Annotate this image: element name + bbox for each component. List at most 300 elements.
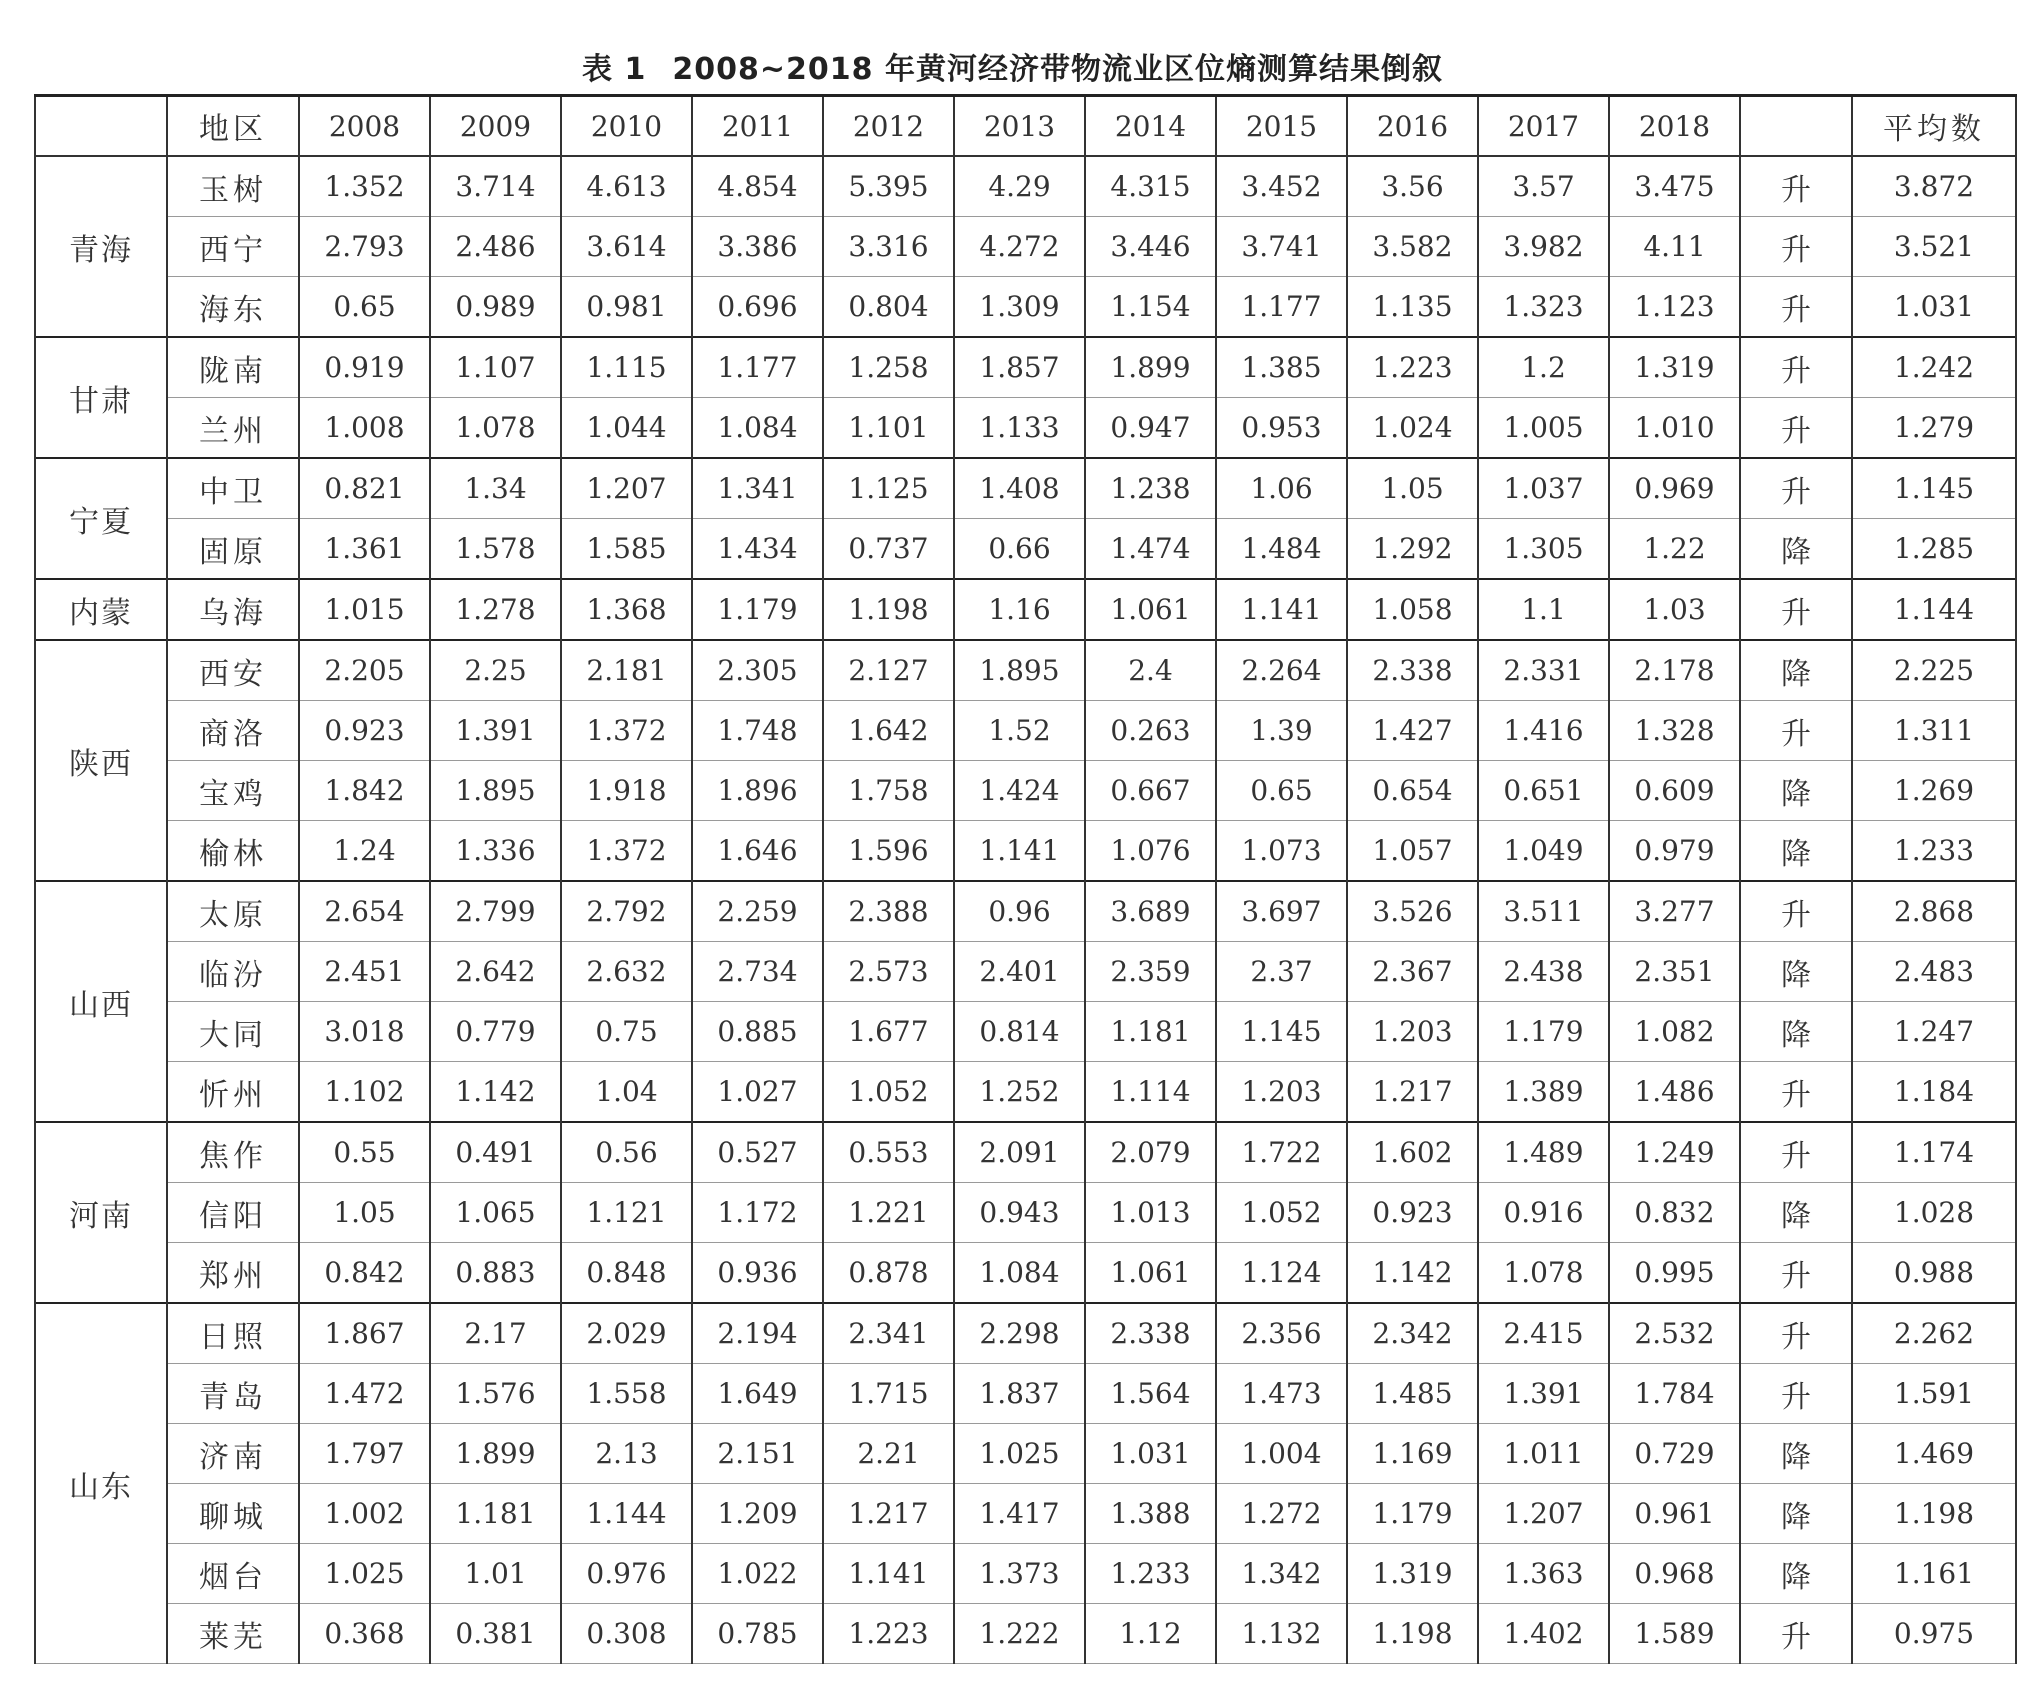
- region-cell: 兰州: [167, 398, 299, 459]
- value-cell: 1.052: [1216, 1183, 1347, 1243]
- value-cell: 1.368: [561, 579, 692, 640]
- table-row: [35, 1303, 2016, 1364]
- value-cell: 0.832: [1609, 1183, 1740, 1243]
- value-cell: 0.368: [299, 1604, 430, 1664]
- header-trend: [1740, 96, 1852, 157]
- value-cell: 3.982: [1478, 217, 1609, 277]
- value-cell: 0.885: [692, 1002, 823, 1062]
- table-row: [35, 217, 2016, 277]
- value-cell: 1.154: [1085, 277, 1216, 338]
- value-cell: 2.793: [299, 217, 430, 277]
- value-cell: 2.127: [823, 640, 954, 701]
- value-cell: 1.564: [1085, 1364, 1216, 1424]
- value-cell: 1.305: [1478, 519, 1609, 580]
- value-cell: 1.748: [692, 701, 823, 761]
- value-cell: 0.821: [299, 458, 430, 519]
- region-cell: 信阳: [167, 1183, 299, 1243]
- table-number: 表 1: [582, 52, 647, 87]
- trend-cell: 降: [1740, 942, 1852, 1002]
- value-cell: 1.177: [692, 337, 823, 398]
- value-cell: 3.018: [299, 1002, 430, 1062]
- region-cell: 临汾: [167, 942, 299, 1002]
- value-cell: 0.609: [1609, 761, 1740, 821]
- value-cell: 1.896: [692, 761, 823, 821]
- value-cell: 0.55: [299, 1122, 430, 1183]
- trend-cell: 升: [1740, 398, 1852, 459]
- value-cell: 3.386: [692, 217, 823, 277]
- value-cell: 1.135: [1347, 277, 1478, 338]
- value-cell: 1.223: [1347, 337, 1478, 398]
- region-cell: 聊城: [167, 1484, 299, 1544]
- value-cell: 1.323: [1478, 277, 1609, 338]
- value-cell: 1.044: [561, 398, 692, 459]
- value-cell: 2.25: [430, 640, 561, 701]
- trend-cell: 升: [1740, 1364, 1852, 1424]
- value-cell: 1.107: [430, 337, 561, 398]
- trend-cell: 降: [1740, 761, 1852, 821]
- value-cell: 4.613: [561, 156, 692, 217]
- value-cell: 1.602: [1347, 1122, 1478, 1183]
- value-cell: 1.181: [430, 1484, 561, 1544]
- value-cell: 1.142: [430, 1062, 561, 1123]
- region-cell: 宝鸡: [167, 761, 299, 821]
- value-cell: 2.151: [692, 1424, 823, 1484]
- value-cell: 1.221: [823, 1183, 954, 1243]
- value-cell: 1.073: [1216, 821, 1347, 882]
- province-cell: 河南: [35, 1122, 167, 1303]
- region-cell: 海东: [167, 277, 299, 338]
- value-cell: 2.341: [823, 1303, 954, 1364]
- value-cell: 0.883: [430, 1243, 561, 1304]
- trend-cell: 降: [1740, 1544, 1852, 1604]
- value-cell: 1.486: [1609, 1062, 1740, 1123]
- value-cell: 1.372: [561, 821, 692, 882]
- value-cell: 1.899: [430, 1424, 561, 1484]
- value-cell: 2.799: [430, 881, 561, 942]
- value-cell: 1.388: [1085, 1484, 1216, 1544]
- value-cell: 0.667: [1085, 761, 1216, 821]
- value-cell: 1.061: [1085, 579, 1216, 640]
- header-average: 平均数: [1852, 96, 2016, 157]
- value-cell: 1.181: [1085, 1002, 1216, 1062]
- value-cell: 1.005: [1478, 398, 1609, 459]
- value-cell: 1.010: [1609, 398, 1740, 459]
- trend-cell: 升: [1740, 277, 1852, 338]
- value-cell: 1.473: [1216, 1364, 1347, 1424]
- average-cell: 0.988: [1852, 1243, 2016, 1304]
- value-cell: 1.223: [823, 1604, 954, 1664]
- average-cell: 1.174: [1852, 1122, 2016, 1183]
- region-cell: 济南: [167, 1424, 299, 1484]
- value-cell: 1.558: [561, 1364, 692, 1424]
- value-cell: 2.029: [561, 1303, 692, 1364]
- value-cell: 1.385: [1216, 337, 1347, 398]
- value-cell: 1.207: [561, 458, 692, 519]
- value-cell: 1.474: [1085, 519, 1216, 580]
- value-cell: 3.56: [1347, 156, 1478, 217]
- value-cell: 0.491: [430, 1122, 561, 1183]
- trend-cell: 降: [1740, 821, 1852, 882]
- value-cell: 2.401: [954, 942, 1085, 1002]
- value-cell: 0.969: [1609, 458, 1740, 519]
- average-cell: 1.028: [1852, 1183, 2016, 1243]
- value-cell: 0.737: [823, 519, 954, 580]
- header-year: 2016: [1347, 96, 1478, 157]
- value-cell: 1.642: [823, 701, 954, 761]
- value-cell: 1.252: [954, 1062, 1085, 1123]
- average-cell: 1.247: [1852, 1002, 2016, 1062]
- value-cell: 1.114: [1085, 1062, 1216, 1123]
- value-cell: 0.878: [823, 1243, 954, 1304]
- value-cell: 2.792: [561, 881, 692, 942]
- value-cell: 3.582: [1347, 217, 1478, 277]
- value-cell: 1.101: [823, 398, 954, 459]
- trend-cell: 升: [1740, 458, 1852, 519]
- table-body: [35, 96, 2016, 1664]
- table-row: [35, 1364, 2016, 1424]
- value-cell: 1.52: [954, 701, 1085, 761]
- average-cell: 2.225: [1852, 640, 2016, 701]
- table-row: [35, 579, 2016, 640]
- value-cell: 1.427: [1347, 701, 1478, 761]
- value-cell: 0.381: [430, 1604, 561, 1664]
- value-cell: 4.272: [954, 217, 1085, 277]
- value-cell: 1.649: [692, 1364, 823, 1424]
- header-year: 2008: [299, 96, 430, 157]
- value-cell: 3.526: [1347, 881, 1478, 942]
- value-cell: 4.29: [954, 156, 1085, 217]
- value-cell: 1.715: [823, 1364, 954, 1424]
- province-cell: 内蒙: [35, 579, 167, 640]
- average-cell: 1.145: [1852, 458, 2016, 519]
- average-cell: 1.591: [1852, 1364, 2016, 1424]
- value-cell: 1.389: [1478, 1062, 1609, 1123]
- value-cell: 2.205: [299, 640, 430, 701]
- value-cell: 2.367: [1347, 942, 1478, 1002]
- table-row: [35, 1062, 2016, 1123]
- value-cell: 1.125: [823, 458, 954, 519]
- value-cell: 2.194: [692, 1303, 823, 1364]
- value-cell: 1.061: [1085, 1243, 1216, 1304]
- value-cell: 0.729: [1609, 1424, 1740, 1484]
- value-cell: 3.57: [1478, 156, 1609, 217]
- value-cell: 0.56: [561, 1122, 692, 1183]
- header-row: [35, 96, 2016, 157]
- value-cell: 1.123: [1609, 277, 1740, 338]
- value-cell: 0.66: [954, 519, 1085, 580]
- value-cell: 3.511: [1478, 881, 1609, 942]
- value-cell: 1.472: [299, 1364, 430, 1424]
- value-cell: 2.415: [1478, 1303, 1609, 1364]
- header-year: 2015: [1216, 96, 1347, 157]
- value-cell: 1.797: [299, 1424, 430, 1484]
- value-cell: 2.573: [823, 942, 954, 1002]
- value-cell: 1.12: [1085, 1604, 1216, 1664]
- value-cell: 1.272: [1216, 1484, 1347, 1544]
- value-cell: 1.22: [1609, 519, 1740, 580]
- header-year: 2011: [692, 96, 823, 157]
- value-cell: 1.084: [692, 398, 823, 459]
- average-cell: 2.483: [1852, 942, 2016, 1002]
- province-cell: 青海: [35, 156, 167, 337]
- value-cell: 1.144: [561, 1484, 692, 1544]
- table-row: [35, 821, 2016, 882]
- value-cell: 0.968: [1609, 1544, 1740, 1604]
- value-cell: 1.01: [430, 1544, 561, 1604]
- value-cell: 1.361: [299, 519, 430, 580]
- value-cell: 2.13: [561, 1424, 692, 1484]
- table-row: [35, 1122, 2016, 1183]
- value-cell: 1.169: [1347, 1424, 1478, 1484]
- value-cell: 1.238: [1085, 458, 1216, 519]
- value-cell: 1.124: [1216, 1243, 1347, 1304]
- value-cell: 1.842: [299, 761, 430, 821]
- value-cell: 1.24: [299, 821, 430, 882]
- table-row: [35, 277, 2016, 338]
- region-cell: 郑州: [167, 1243, 299, 1304]
- value-cell: 2.4: [1085, 640, 1216, 701]
- value-cell: 2.178: [1609, 640, 1740, 701]
- average-cell: 2.868: [1852, 881, 2016, 942]
- value-cell: 0.654: [1347, 761, 1478, 821]
- value-cell: 1.04: [561, 1062, 692, 1123]
- value-cell: 1.084: [954, 1243, 1085, 1304]
- value-cell: 1.209: [692, 1484, 823, 1544]
- value-cell: 3.475: [1609, 156, 1740, 217]
- trend-cell: 升: [1740, 217, 1852, 277]
- value-cell: 2.079: [1085, 1122, 1216, 1183]
- value-cell: 1.309: [954, 277, 1085, 338]
- trend-cell: 升: [1740, 579, 1852, 640]
- table-row: [35, 1002, 2016, 1062]
- value-cell: 1.025: [299, 1544, 430, 1604]
- value-cell: 1.784: [1609, 1364, 1740, 1424]
- table-row: [35, 1243, 2016, 1304]
- region-cell: 玉树: [167, 156, 299, 217]
- value-cell: 1.057: [1347, 821, 1478, 882]
- value-cell: 1.278: [430, 579, 561, 640]
- value-cell: 1.2: [1478, 337, 1609, 398]
- value-cell: 2.342: [1347, 1303, 1478, 1364]
- average-cell: 1.198: [1852, 1484, 2016, 1544]
- value-cell: 0.995: [1609, 1243, 1740, 1304]
- average-cell: 1.242: [1852, 337, 2016, 398]
- average-cell: 1.279: [1852, 398, 2016, 459]
- value-cell: 1.646: [692, 821, 823, 882]
- value-cell: 1.895: [954, 640, 1085, 701]
- value-cell: 1.424: [954, 761, 1085, 821]
- average-cell: 1.233: [1852, 821, 2016, 882]
- region-cell: 中卫: [167, 458, 299, 519]
- header-year: 2018: [1609, 96, 1740, 157]
- value-cell: 3.697: [1216, 881, 1347, 942]
- value-cell: 0.916: [1478, 1183, 1609, 1243]
- value-cell: 1.037: [1478, 458, 1609, 519]
- table-row: [35, 1544, 2016, 1604]
- header-region: 地区: [167, 96, 299, 157]
- region-cell: 商洛: [167, 701, 299, 761]
- table-row: [35, 942, 2016, 1002]
- average-cell: 1.031: [1852, 277, 2016, 338]
- average-cell: 1.144: [1852, 579, 2016, 640]
- average-cell: 1.311: [1852, 701, 2016, 761]
- average-cell: 1.469: [1852, 1424, 2016, 1484]
- value-cell: 1.918: [561, 761, 692, 821]
- value-cell: 4.11: [1609, 217, 1740, 277]
- average-cell: 2.262: [1852, 1303, 2016, 1364]
- value-cell: 2.642: [430, 942, 561, 1002]
- value-cell: 1.179: [1347, 1484, 1478, 1544]
- value-cell: 1.121: [561, 1183, 692, 1243]
- value-cell: 1.249: [1609, 1122, 1740, 1183]
- table-row: [35, 761, 2016, 821]
- value-cell: 1.207: [1478, 1484, 1609, 1544]
- table-row: [35, 1484, 2016, 1544]
- value-cell: 1.336: [430, 821, 561, 882]
- value-cell: 0.804: [823, 277, 954, 338]
- value-cell: 1.03: [1609, 579, 1740, 640]
- table-row: [35, 640, 2016, 701]
- value-cell: 1.141: [823, 1544, 954, 1604]
- value-cell: 1.008: [299, 398, 430, 459]
- table-row: [35, 881, 2016, 942]
- trend-cell: 升: [1740, 1243, 1852, 1304]
- province-cell: 宁夏: [35, 458, 167, 579]
- value-cell: 0.961: [1609, 1484, 1740, 1544]
- region-cell: 固原: [167, 519, 299, 580]
- value-cell: 0.981: [561, 277, 692, 338]
- value-cell: 1.857: [954, 337, 1085, 398]
- value-cell: 2.388: [823, 881, 954, 942]
- value-cell: 1.065: [430, 1183, 561, 1243]
- value-cell: 0.979: [1609, 821, 1740, 882]
- trend-cell: 升: [1740, 1604, 1852, 1664]
- value-cell: 2.259: [692, 881, 823, 942]
- value-cell: 1.102: [299, 1062, 430, 1123]
- value-cell: 3.741: [1216, 217, 1347, 277]
- value-cell: 1.049: [1478, 821, 1609, 882]
- region-cell: 忻州: [167, 1062, 299, 1123]
- province-cell: 陕西: [35, 640, 167, 881]
- value-cell: 1.06: [1216, 458, 1347, 519]
- value-cell: 1.34: [430, 458, 561, 519]
- table-title: 2008~2018 年黄河经济带物流业区位熵测算结果倒叙: [672, 52, 1443, 87]
- value-cell: 1.328: [1609, 701, 1740, 761]
- value-cell: 1.004: [1216, 1424, 1347, 1484]
- header-province: [35, 96, 167, 157]
- header-year: 2014: [1085, 96, 1216, 157]
- trend-cell: 升: [1740, 1303, 1852, 1364]
- value-cell: 1.198: [1347, 1604, 1478, 1664]
- value-cell: 1.082: [1609, 1002, 1740, 1062]
- value-cell: 1.39: [1216, 701, 1347, 761]
- table-row: [35, 1183, 2016, 1243]
- value-cell: 1.141: [954, 821, 1085, 882]
- value-cell: 1.416: [1478, 701, 1609, 761]
- value-cell: 1.352: [299, 156, 430, 217]
- region-cell: 西安: [167, 640, 299, 701]
- trend-cell: 升: [1740, 881, 1852, 942]
- value-cell: 0.814: [954, 1002, 1085, 1062]
- table-row: [35, 156, 2016, 217]
- value-cell: 1.013: [1085, 1183, 1216, 1243]
- trend-cell: 升: [1740, 1062, 1852, 1123]
- value-cell: 0.308: [561, 1604, 692, 1664]
- value-cell: 2.305: [692, 640, 823, 701]
- value-cell: 2.632: [561, 942, 692, 1002]
- value-cell: 0.919: [299, 337, 430, 398]
- value-cell: 4.315: [1085, 156, 1216, 217]
- table-row: [35, 458, 2016, 519]
- value-cell: 1.217: [1347, 1062, 1478, 1123]
- value-cell: 2.532: [1609, 1303, 1740, 1364]
- value-cell: 1.203: [1347, 1002, 1478, 1062]
- value-cell: 1.837: [954, 1364, 1085, 1424]
- value-cell: 5.395: [823, 156, 954, 217]
- value-cell: 2.351: [1609, 942, 1740, 1002]
- province-cell: 山西: [35, 881, 167, 1122]
- value-cell: 1.031: [1085, 1424, 1216, 1484]
- value-cell: 1.145: [1216, 1002, 1347, 1062]
- value-cell: 4.854: [692, 156, 823, 217]
- value-cell: 1.179: [1478, 1002, 1609, 1062]
- value-cell: 1.027: [692, 1062, 823, 1123]
- value-cell: 1.198: [823, 579, 954, 640]
- header-year: 2009: [430, 96, 561, 157]
- table-row: [35, 519, 2016, 580]
- value-cell: 1.867: [299, 1303, 430, 1364]
- value-cell: 2.21: [823, 1424, 954, 1484]
- value-cell: 1.372: [561, 701, 692, 761]
- region-cell: 烟台: [167, 1544, 299, 1604]
- value-cell: 1.132: [1216, 1604, 1347, 1664]
- value-cell: 1.177: [1216, 277, 1347, 338]
- value-cell: 1.578: [430, 519, 561, 580]
- location-entropy-table: [34, 94, 2017, 1664]
- value-cell: 2.298: [954, 1303, 1085, 1364]
- trend-cell: 升: [1740, 337, 1852, 398]
- value-cell: 0.75: [561, 1002, 692, 1062]
- value-cell: 1.133: [954, 398, 1085, 459]
- region-cell: 太原: [167, 881, 299, 942]
- table-row: [35, 337, 2016, 398]
- value-cell: 3.614: [561, 217, 692, 277]
- value-cell: 1.596: [823, 821, 954, 882]
- value-cell: 0.953: [1216, 398, 1347, 459]
- value-cell: 0.842: [299, 1243, 430, 1304]
- value-cell: 2.091: [954, 1122, 1085, 1183]
- average-cell: 1.285: [1852, 519, 2016, 580]
- trend-cell: 降: [1740, 519, 1852, 580]
- value-cell: 1.373: [954, 1544, 1085, 1604]
- value-cell: 0.527: [692, 1122, 823, 1183]
- value-cell: 1.363: [1478, 1544, 1609, 1604]
- value-cell: 0.943: [954, 1183, 1085, 1243]
- value-cell: 2.338: [1347, 640, 1478, 701]
- table-row: [35, 1424, 2016, 1484]
- value-cell: 1.16: [954, 579, 1085, 640]
- value-cell: 1.222: [954, 1604, 1085, 1664]
- trend-cell: 降: [1740, 1183, 1852, 1243]
- average-cell: 3.872: [1852, 156, 2016, 217]
- value-cell: 3.446: [1085, 217, 1216, 277]
- value-cell: 1.011: [1478, 1424, 1609, 1484]
- value-cell: 1.677: [823, 1002, 954, 1062]
- value-cell: 1.434: [692, 519, 823, 580]
- value-cell: 1.417: [954, 1484, 1085, 1544]
- trend-cell: 升: [1740, 1122, 1852, 1183]
- value-cell: 1.391: [1478, 1364, 1609, 1424]
